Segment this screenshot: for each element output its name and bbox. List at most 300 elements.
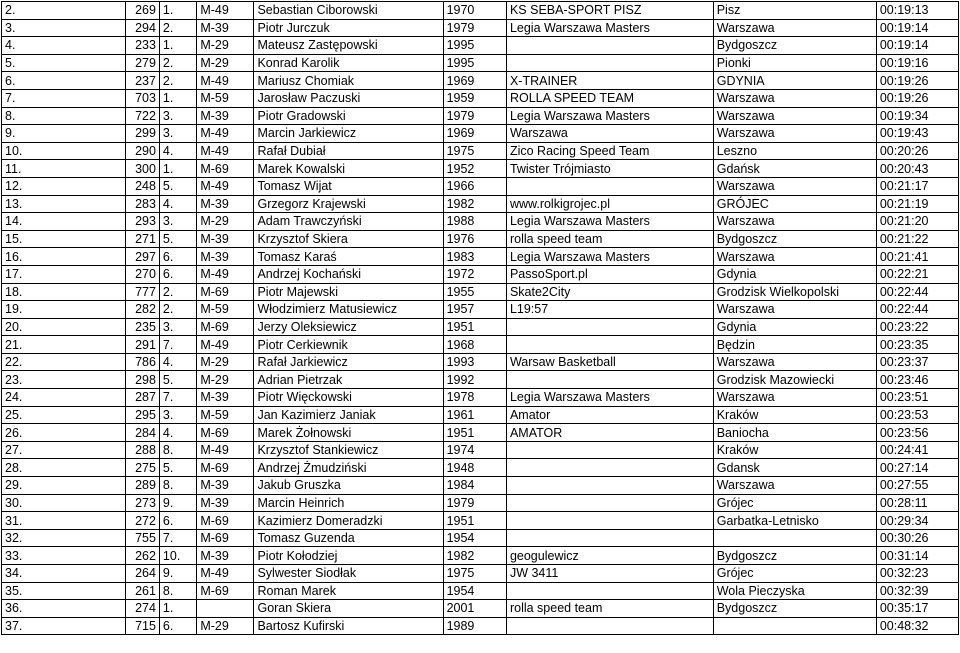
cell-start-number: 299 [125, 125, 159, 143]
table-row [2, 459, 959, 477]
cell-time: 00:21:22 [876, 230, 958, 248]
cell-place: 9. [2, 125, 126, 143]
cell-start-number: 264 [125, 565, 159, 583]
cell-category: M-39 [197, 547, 254, 565]
cell-place: 37. [2, 617, 126, 635]
cell-time: 00:23:56 [876, 424, 958, 442]
cell-name: Krzysztof Skiera [254, 230, 443, 248]
cell-category-place: 2. [159, 283, 196, 301]
cell-category: M-69 [197, 529, 254, 547]
cell-birth-year: 1993 [443, 353, 506, 371]
cell-category: M-49 [197, 72, 254, 90]
cell-birth-year: 1951 [443, 318, 506, 336]
cell-start-number: 283 [125, 195, 159, 213]
cell-category: M-69 [197, 160, 254, 178]
cell-category-place: 1. [159, 600, 196, 618]
cell-category-place: 6. [159, 617, 196, 635]
table-row [2, 371, 959, 389]
cell-category-place: 2. [159, 54, 196, 72]
cell-time: 00:19:13 [876, 2, 958, 20]
cell-category: M-39 [197, 19, 254, 37]
cell-birth-year: 1961 [443, 406, 506, 424]
cell-start-number: 300 [125, 160, 159, 178]
cell-name: Tomasz Karaś [254, 248, 443, 266]
cell-name: Piotr Kołodziej [254, 547, 443, 565]
cell-club: KS SEBA-SPORT PISZ [506, 2, 713, 20]
table-row [2, 230, 959, 248]
cell-birth-year: 1979 [443, 494, 506, 512]
cell-city: Grodzisk Wielkopolski [713, 283, 876, 301]
cell-club: Twister Trójmiasto [506, 160, 713, 178]
cell-name: Kazimierz Domeradzki [254, 512, 443, 530]
cell-birth-year: 1951 [443, 512, 506, 530]
table-row [2, 494, 959, 512]
cell-birth-year: 1988 [443, 213, 506, 231]
cell-city: Warszawa [713, 107, 876, 125]
cell-club [506, 441, 713, 459]
cell-club [506, 336, 713, 354]
cell-club: rolla speed team [506, 600, 713, 618]
cell-club: JW 3411 [506, 565, 713, 583]
cell-category-place: 5. [159, 230, 196, 248]
cell-place: 29. [2, 477, 126, 495]
cell-time: 00:21:17 [876, 177, 958, 195]
cell-name: Andrzej Kochański [254, 265, 443, 283]
cell-category: M-49 [197, 2, 254, 20]
table-row [2, 512, 959, 530]
cell-category: M-29 [197, 371, 254, 389]
cell-name: Jakub Gruszka [254, 477, 443, 495]
table-row [2, 565, 959, 583]
cell-category-place: 10. [159, 547, 196, 565]
cell-category-place: 3. [159, 406, 196, 424]
cell-place: 30. [2, 494, 126, 512]
cell-name: Goran Skiera [254, 600, 443, 618]
table-row [2, 265, 959, 283]
cell-start-number: 777 [125, 283, 159, 301]
cell-city: Gdańsk [713, 160, 876, 178]
cell-place: 6. [2, 72, 126, 90]
cell-start-number: 715 [125, 617, 159, 635]
cell-category: M-49 [197, 177, 254, 195]
cell-birth-year: 1982 [443, 195, 506, 213]
cell-time: 00:32:23 [876, 565, 958, 583]
cell-birth-year: 1983 [443, 248, 506, 266]
cell-place: 31. [2, 512, 126, 530]
cell-category-place: 7. [159, 336, 196, 354]
cell-name: Jan Kazimierz Janiak [254, 406, 443, 424]
cell-category: M-59 [197, 89, 254, 107]
cell-category: M-69 [197, 459, 254, 477]
cell-start-number: 786 [125, 353, 159, 371]
cell-category-place: 2. [159, 19, 196, 37]
cell-city: Warszawa [713, 248, 876, 266]
cell-club: Legia Warszawa Masters [506, 107, 713, 125]
cell-birth-year: 1952 [443, 160, 506, 178]
cell-name: Adrian Pietrzak [254, 371, 443, 389]
cell-city: Warszawa [713, 213, 876, 231]
cell-place: 4. [2, 37, 126, 55]
table-row [2, 336, 959, 354]
cell-birth-year: 1951 [443, 424, 506, 442]
cell-start-number: 703 [125, 89, 159, 107]
table-row [2, 19, 959, 37]
cell-club: X-TRAINER [506, 72, 713, 90]
table-row [2, 529, 959, 547]
cell-category-place: 6. [159, 512, 196, 530]
cell-name: Marcin Heinrich [254, 494, 443, 512]
cell-category-place: 3. [159, 318, 196, 336]
cell-category-place: 6. [159, 265, 196, 283]
cell-start-number: 269 [125, 2, 159, 20]
cell-start-number: 297 [125, 248, 159, 266]
cell-start-number: 235 [125, 318, 159, 336]
cell-place: 8. [2, 107, 126, 125]
cell-city: Warszawa [713, 389, 876, 407]
cell-category-place: 8. [159, 441, 196, 459]
cell-category: M-69 [197, 318, 254, 336]
cell-city: GRÓJEC [713, 195, 876, 213]
cell-start-number: 279 [125, 54, 159, 72]
cell-category: M-39 [197, 389, 254, 407]
cell-city: Bydgoszcz [713, 230, 876, 248]
cell-start-number: 282 [125, 301, 159, 319]
cell-place: 14. [2, 213, 126, 231]
cell-place: 22. [2, 353, 126, 371]
cell-place: 27. [2, 441, 126, 459]
table-row [2, 318, 959, 336]
cell-place: 21. [2, 336, 126, 354]
cell-name: Marcin Jarkiewicz [254, 125, 443, 143]
cell-category: M-49 [197, 336, 254, 354]
cell-start-number: 273 [125, 494, 159, 512]
cell-club [506, 318, 713, 336]
cell-birth-year: 1979 [443, 19, 506, 37]
cell-category-place: 7. [159, 389, 196, 407]
cell-category-place: 2. [159, 72, 196, 90]
cell-time: 00:20:43 [876, 160, 958, 178]
cell-city: Wola Pieczyska [713, 582, 876, 600]
cell-place: 28. [2, 459, 126, 477]
cell-place: 19. [2, 301, 126, 319]
cell-name: Marek Żołnowski [254, 424, 443, 442]
table-row [2, 547, 959, 565]
table-row [2, 389, 959, 407]
cell-club: Warsaw Basketball [506, 353, 713, 371]
results-table-body [2, 2, 959, 635]
cell-category-place: 3. [159, 213, 196, 231]
table-row [2, 160, 959, 178]
cell-birth-year: 1954 [443, 582, 506, 600]
cell-city [713, 617, 876, 635]
cell-birth-year: 1954 [443, 529, 506, 547]
cell-place: 13. [2, 195, 126, 213]
cell-name: Rafał Jarkiewicz [254, 353, 443, 371]
cell-birth-year: 1968 [443, 336, 506, 354]
cell-city: Gdynia [713, 265, 876, 283]
cell-birth-year: 1975 [443, 142, 506, 160]
cell-time: 00:35:17 [876, 600, 958, 618]
cell-name: Piotr Cerkiewnik [254, 336, 443, 354]
cell-club [506, 177, 713, 195]
cell-time: 00:28:11 [876, 494, 958, 512]
table-row [2, 283, 959, 301]
cell-club: Legia Warszawa Masters [506, 389, 713, 407]
cell-name: Tomasz Guzenda [254, 529, 443, 547]
cell-time: 00:19:16 [876, 54, 958, 72]
table-row [2, 89, 959, 107]
cell-club [506, 529, 713, 547]
cell-name: Adam Trawczyński [254, 213, 443, 231]
cell-category-place: 3. [159, 107, 196, 125]
cell-time: 00:19:43 [876, 125, 958, 143]
cell-place: 20. [2, 318, 126, 336]
cell-time: 00:21:19 [876, 195, 958, 213]
cell-club [506, 494, 713, 512]
cell-time: 00:24:41 [876, 441, 958, 459]
cell-name: Jarosław Paczuski [254, 89, 443, 107]
cell-category: M-29 [197, 213, 254, 231]
table-row [2, 125, 959, 143]
cell-start-number: 295 [125, 406, 159, 424]
cell-category-place: 6. [159, 248, 196, 266]
cell-time: 00:30:26 [876, 529, 958, 547]
cell-name: Piotr Gradowski [254, 107, 443, 125]
cell-start-number: 248 [125, 177, 159, 195]
table-row [2, 195, 959, 213]
cell-name: Sebastian Ciborowski [254, 2, 443, 20]
cell-time: 00:19:14 [876, 19, 958, 37]
cell-name: Konrad Karolik [254, 54, 443, 72]
cell-category: M-49 [197, 265, 254, 283]
cell-city: Warszawa [713, 125, 876, 143]
cell-place: 24. [2, 389, 126, 407]
cell-time: 00:31:14 [876, 547, 958, 565]
table-row [2, 177, 959, 195]
cell-city: Garbatka-Letnisko [713, 512, 876, 530]
cell-place: 15. [2, 230, 126, 248]
cell-club: geogulewicz [506, 547, 713, 565]
cell-category [197, 600, 254, 618]
cell-city: Grodzisk Mazowiecki [713, 371, 876, 389]
cell-place: 35. [2, 582, 126, 600]
cell-place: 16. [2, 248, 126, 266]
cell-time: 00:23:51 [876, 389, 958, 407]
cell-city: Warszawa [713, 19, 876, 37]
table-row [2, 353, 959, 371]
table-row [2, 37, 959, 55]
cell-category: M-29 [197, 617, 254, 635]
cell-time: 00:20:26 [876, 142, 958, 160]
cell-city: Warszawa [713, 301, 876, 319]
cell-club: Legia Warszawa Masters [506, 213, 713, 231]
cell-city: Gdansk [713, 459, 876, 477]
cell-start-number: 287 [125, 389, 159, 407]
cell-birth-year: 1948 [443, 459, 506, 477]
cell-city: Bydgoszcz [713, 547, 876, 565]
cell-club: ROLLA SPEED TEAM [506, 89, 713, 107]
cell-club: Skate2City [506, 283, 713, 301]
cell-birth-year: 1975 [443, 565, 506, 583]
cell-place: 7. [2, 89, 126, 107]
cell-category: M-29 [197, 54, 254, 72]
cell-place: 36. [2, 600, 126, 618]
cell-club [506, 37, 713, 55]
cell-club [506, 477, 713, 495]
cell-time: 00:23:22 [876, 318, 958, 336]
cell-club [506, 617, 713, 635]
cell-category-place: 1. [159, 2, 196, 20]
cell-start-number: 261 [125, 582, 159, 600]
cell-city: Będzin [713, 336, 876, 354]
cell-start-number: 294 [125, 19, 159, 37]
cell-time: 00:23:46 [876, 371, 958, 389]
cell-birth-year: 1957 [443, 301, 506, 319]
cell-category-place: 4. [159, 142, 196, 160]
cell-city: Gdynia [713, 318, 876, 336]
table-row [2, 477, 959, 495]
cell-category: M-69 [197, 283, 254, 301]
cell-birth-year: 1969 [443, 72, 506, 90]
cell-category: M-39 [197, 107, 254, 125]
cell-place: 23. [2, 371, 126, 389]
table-row [2, 301, 959, 319]
cell-city: Warszawa [713, 177, 876, 195]
cell-birth-year: 1974 [443, 441, 506, 459]
cell-category: M-49 [197, 565, 254, 583]
cell-category-place: 3. [159, 125, 196, 143]
cell-category-place: 2. [159, 301, 196, 319]
cell-club: PassoSport.pl [506, 265, 713, 283]
cell-time: 00:23:53 [876, 406, 958, 424]
cell-place: 26. [2, 424, 126, 442]
cell-time: 00:29:34 [876, 512, 958, 530]
cell-time: 00:48:32 [876, 617, 958, 635]
cell-category: M-39 [197, 248, 254, 266]
cell-place: 34. [2, 565, 126, 583]
cell-category-place: 5. [159, 177, 196, 195]
cell-city: Bydgoszcz [713, 37, 876, 55]
cell-time: 00:21:20 [876, 213, 958, 231]
cell-name: Piotr Majewski [254, 283, 443, 301]
table-row [2, 582, 959, 600]
cell-category-place: 4. [159, 353, 196, 371]
table-row [2, 107, 959, 125]
cell-city: Leszno [713, 142, 876, 160]
results-table [1, 1, 959, 635]
cell-club: Legia Warszawa Masters [506, 248, 713, 266]
cell-name: Krzysztof Stankiewicz [254, 441, 443, 459]
cell-start-number: 291 [125, 336, 159, 354]
table-row [2, 441, 959, 459]
cell-time: 00:22:44 [876, 283, 958, 301]
cell-club [506, 512, 713, 530]
cell-category: M-39 [197, 195, 254, 213]
cell-club: L19:57 [506, 301, 713, 319]
cell-birth-year: 1976 [443, 230, 506, 248]
cell-name: Grzegorz Krajewski [254, 195, 443, 213]
cell-club: www.rolkigrojec.pl [506, 195, 713, 213]
cell-category-place: 4. [159, 424, 196, 442]
cell-name: Piotr Więckowski [254, 389, 443, 407]
cell-birth-year: 1989 [443, 617, 506, 635]
cell-start-number: 755 [125, 529, 159, 547]
cell-city: Kraków [713, 406, 876, 424]
table-row [2, 142, 959, 160]
table-row [2, 213, 959, 231]
cell-city: Kraków [713, 441, 876, 459]
cell-category-place: 9. [159, 565, 196, 583]
cell-club: AMATOR [506, 424, 713, 442]
cell-start-number: 271 [125, 230, 159, 248]
cell-city: Warszawa [713, 353, 876, 371]
cell-category-place: 9. [159, 494, 196, 512]
cell-name: Tomasz Wijat [254, 177, 443, 195]
cell-birth-year: 1959 [443, 89, 506, 107]
cell-start-number: 270 [125, 265, 159, 283]
cell-category-place: 5. [159, 459, 196, 477]
cell-club [506, 582, 713, 600]
cell-start-number: 290 [125, 142, 159, 160]
cell-place: 5. [2, 54, 126, 72]
cell-club: Amator [506, 406, 713, 424]
cell-place: 17. [2, 265, 126, 283]
cell-time: 00:22:21 [876, 265, 958, 283]
cell-start-number: 237 [125, 72, 159, 90]
cell-place: 10. [2, 142, 126, 160]
cell-category: M-69 [197, 582, 254, 600]
cell-category-place: 8. [159, 477, 196, 495]
table-row [2, 424, 959, 442]
cell-start-number: 233 [125, 37, 159, 55]
cell-category: M-29 [197, 37, 254, 55]
cell-place: 25. [2, 406, 126, 424]
cell-category: M-39 [197, 494, 254, 512]
cell-name: Piotr Jurczuk [254, 19, 443, 37]
cell-place: 11. [2, 160, 126, 178]
cell-name: Andrzej Żmudziński [254, 459, 443, 477]
cell-city: Warszawa [713, 89, 876, 107]
cell-city: Grójec [713, 494, 876, 512]
cell-time: 00:21:41 [876, 248, 958, 266]
cell-birth-year: 1995 [443, 37, 506, 55]
cell-name: Sylwester Siodłak [254, 565, 443, 583]
cell-place: 2. [2, 2, 126, 20]
cell-birth-year: 1984 [443, 477, 506, 495]
cell-name: Marek Kowalski [254, 160, 443, 178]
cell-club: Legia Warszawa Masters [506, 19, 713, 37]
cell-time: 00:23:37 [876, 353, 958, 371]
table-row [2, 617, 959, 635]
cell-club: rolla speed team [506, 230, 713, 248]
cell-birth-year: 1992 [443, 371, 506, 389]
cell-place: 12. [2, 177, 126, 195]
cell-city: Warszawa [713, 477, 876, 495]
cell-category: M-69 [197, 512, 254, 530]
cell-start-number: 262 [125, 547, 159, 565]
cell-city: Pisz [713, 2, 876, 20]
cell-time: 00:27:14 [876, 459, 958, 477]
cell-birth-year: 1955 [443, 283, 506, 301]
cell-category: M-39 [197, 230, 254, 248]
table-row [2, 72, 959, 90]
cell-birth-year: 1969 [443, 125, 506, 143]
cell-category-place: 8. [159, 582, 196, 600]
table-row [2, 54, 959, 72]
cell-category: M-49 [197, 142, 254, 160]
cell-city: Baniocha [713, 424, 876, 442]
cell-start-number: 722 [125, 107, 159, 125]
